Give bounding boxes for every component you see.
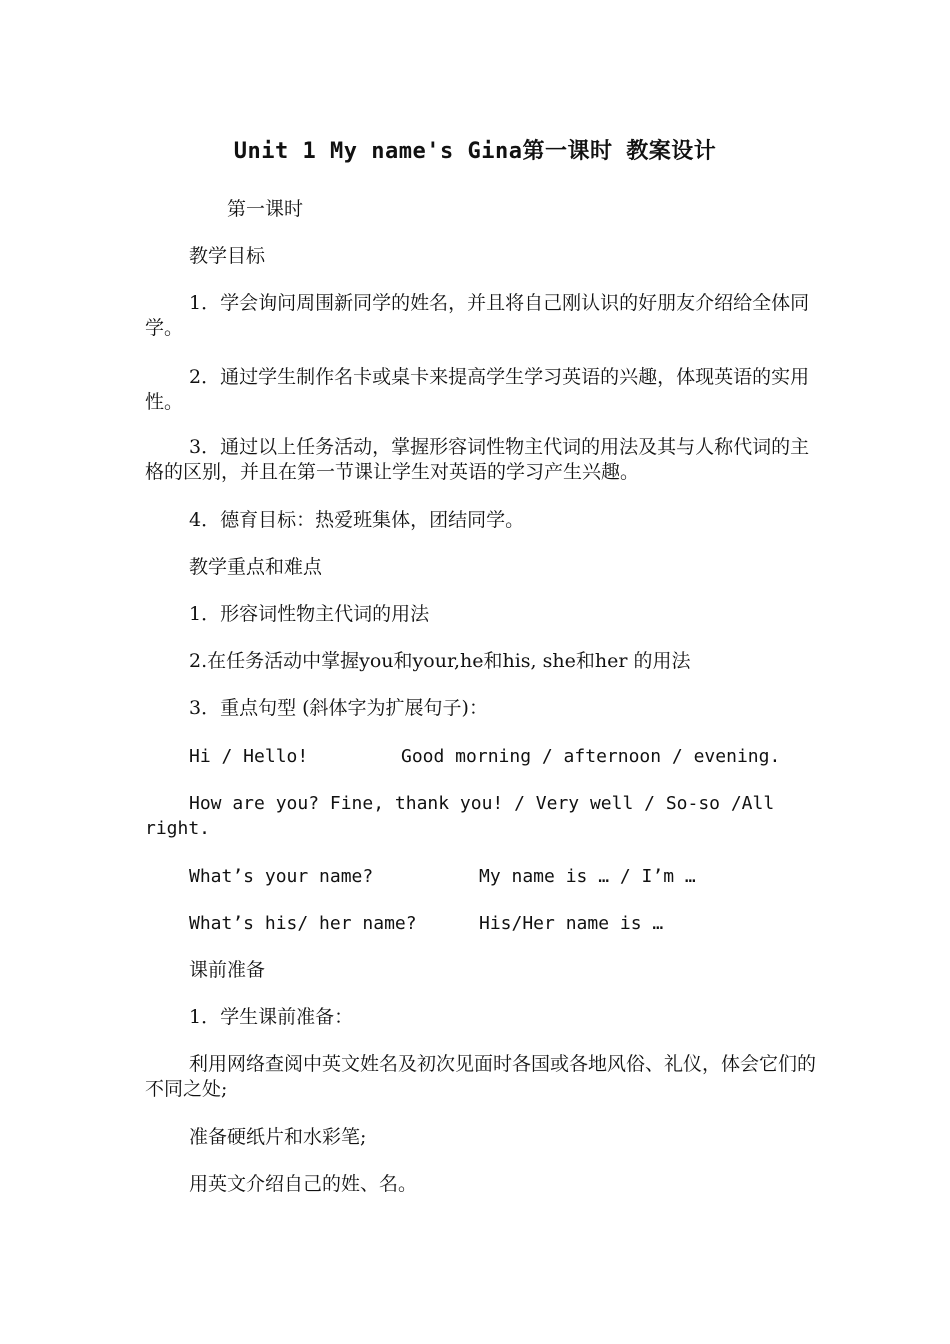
- key-point-1: 1．形容词性物主代词的用法: [189, 603, 430, 625]
- objective-1: 1．学会询问周围新同学的姓名，并且将自己刚认识的好朋友介绍给全体同学。: [145, 292, 810, 339]
- sentence-good-morning: Good morning / afternoon / evening.: [401, 746, 781, 767]
- sentence-how-are-you: How are you? Fine, thank you! / Very well / So-so /All right.: [145, 793, 775, 839]
- prep-1c: 用英文介绍自己的姓、名。: [189, 1173, 418, 1195]
- sentence-greeting: Hi / Hello!: [189, 746, 309, 767]
- key-points-heading: 教学重点和难点: [189, 556, 323, 578]
- sentence-his-her-name-is: His/Her name is …: [479, 913, 664, 934]
- prep-1: 1．学生课前准备：: [189, 1006, 354, 1028]
- lesson-label: 第一课时: [227, 198, 304, 220]
- prep-heading: 课前准备: [189, 959, 266, 981]
- sentence-my-name-is: My name is … / I’m …: [479, 866, 696, 887]
- sentence-whats-your-name: What’s your name?: [189, 866, 374, 887]
- prep-1b: 准备硬纸片和水彩笔;: [189, 1126, 367, 1148]
- objective-2: 2．通过学生制作名卡或桌卡来提高学生学习英语的兴趣，体现英语的实用性。: [145, 366, 810, 413]
- objective-3: 3．通过以上任务活动，掌握形容词性物主代词的用法及其与人称代词的主格的区别，并且在第一节课让学生对英语的学习产生兴趣。: [145, 436, 810, 483]
- key-point-2: 2.在任务活动中掌握you和your,he和his, she和her 的用法: [189, 650, 691, 672]
- objectives-heading: 教学目标: [189, 245, 266, 267]
- sentence-whats-his-her-name: What’s his/ her name?: [189, 913, 417, 934]
- objective-4: 4．德育目标：热爱班集体，团结同学。: [189, 509, 525, 531]
- prep-1a: 利用网络查阅中英文姓名及初次见面时各国或各地风俗、礼仪，体会它们的不同之处;: [145, 1053, 817, 1100]
- key-point-3: 3．重点句型 (斜体字为扩展句子)：: [189, 697, 488, 719]
- document-title: Unit 1 My name's Gina第一课时 教案设计: [233, 139, 717, 164]
